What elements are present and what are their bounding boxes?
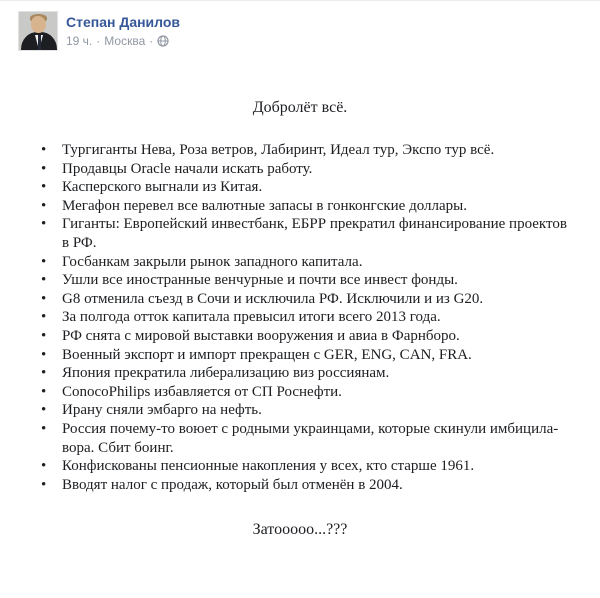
list-item: • Касперского выгнали из Китая. bbox=[62, 178, 574, 197]
list-item: • Тургиганты Нева, Роза ветров, Лабиринт, Идеал тур, Экспо тур всё. bbox=[62, 141, 574, 160]
location-link[interactable]: Москва bbox=[104, 34, 146, 48]
post-header bbox=[0, 1, 600, 57]
meta-separator: · bbox=[96, 34, 101, 48]
list-item: • Мегафон перевел все валютные запасы в гонконгские доллары. bbox=[62, 197, 574, 216]
list-item: • Госбанкам закрыли рынок западного капитала. bbox=[62, 253, 574, 272]
list-item: • Россия почему-то воюет с родными украинцами, которые скинули имбицила-вора. Сбит боинг. bbox=[62, 420, 574, 457]
post-footer-text: Затооооо...??? bbox=[252, 521, 348, 539]
avatar-head-shape bbox=[31, 16, 46, 33]
avatar-tie-shape bbox=[38, 35, 41, 50]
post-meta-line bbox=[66, 34, 180, 48]
list-item: • Ирану сняли эмбарго на нефть. bbox=[62, 401, 574, 420]
list-item: • Гиганты: Европейский инвестбанк, ЕБРР прекратил финансирование проектов в РФ. bbox=[62, 215, 574, 252]
list-item: • ConocoPhilips избавляется от СП Роснефти. bbox=[62, 383, 574, 402]
timestamp[interactable]: 19 ч. bbox=[66, 34, 93, 48]
author-avatar[interactable] bbox=[18, 11, 58, 51]
list-item: • Вводят налог с продаж, который был отменён в 2004. bbox=[62, 476, 574, 495]
list-item: • Конфискованы пенсионные накопления у всех, кто старше 1961. bbox=[62, 457, 574, 476]
list-item: • За полгода отток капитала превысил итоги всего 2013 года. bbox=[62, 308, 574, 327]
post-body bbox=[0, 99, 600, 539]
list-item: • Япония прекратила либерализацию виз россиянам. bbox=[62, 364, 574, 383]
list-item: • G8 отменила съезд в Сочи и исключила РФ. Исключили и из G20. bbox=[62, 290, 574, 309]
post-title: Добролёт всё. bbox=[252, 99, 348, 116]
post-bullet-list bbox=[0, 141, 574, 494]
header-text bbox=[66, 11, 180, 48]
list-item: • РФ снята с мировой выставки вооружения и авиа в Фарнборо. bbox=[62, 327, 574, 346]
list-item: • Военный экспорт и импорт прекращен с GER, ENG, CAN, FRA. bbox=[62, 346, 574, 365]
globe-icon bbox=[157, 35, 169, 47]
list-item: • Продавцы Oracle начали искать работу. bbox=[62, 160, 574, 179]
list-item: • Ушли все иностранные венчурные и почти все инвест фонды. bbox=[62, 271, 574, 290]
author-name-link[interactable]: Степан Данилов bbox=[66, 14, 181, 30]
meta-separator: · bbox=[149, 34, 154, 48]
